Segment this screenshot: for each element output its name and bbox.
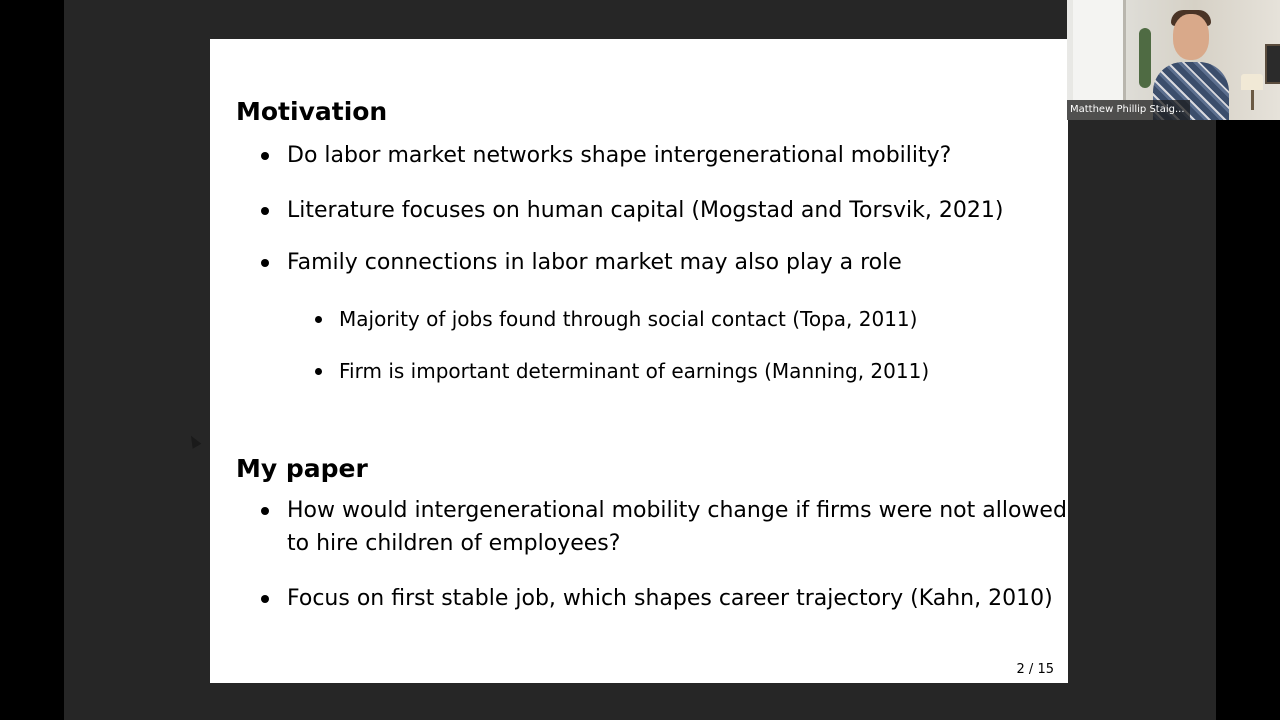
bullet-dot-icon	[261, 259, 269, 267]
sub-bullet-dot-icon	[315, 316, 322, 323]
lamp-icon	[1241, 74, 1263, 90]
participant-face	[1173, 14, 1209, 60]
participant-name-label: Matthew Phillip Staig...	[1067, 100, 1190, 120]
section-title-motivation: Motivation	[236, 97, 388, 126]
participant-video-tile[interactable]	[1067, 0, 1280, 120]
window-icon	[1073, 0, 1126, 100]
bullet-dot-icon	[261, 152, 269, 160]
plant-icon	[1139, 28, 1151, 88]
bullet-dot-icon	[261, 207, 269, 215]
presentation-slide	[210, 39, 1068, 683]
bullet-dot-icon	[261, 595, 269, 603]
bullet-text: Focus on first stable job, which shapes career trajectory (Kahn, 2010)	[287, 586, 1053, 611]
bullet-dot-icon	[261, 507, 269, 515]
sub-bullet-text: Majority of jobs found through social contact (Topa, 2011)	[339, 307, 918, 331]
bullet-text-line-2: to hire children of employees?	[287, 531, 621, 556]
sub-bullet-dot-icon	[315, 368, 322, 375]
bullet-text: Do labor market networks shape intergenerational mobility?	[287, 143, 952, 168]
slide-page-number: 2 / 15	[1016, 662, 1054, 677]
lamp-stand-icon	[1251, 90, 1254, 110]
bullet-text: Family connections in labor market may also play a role	[287, 250, 902, 275]
sub-bullet-text: Firm is important determinant of earnings (Manning, 2011)	[339, 359, 930, 383]
bullet-text: Literature focuses on human capital (Mogstad and Torsvik, 2021)	[287, 198, 1004, 223]
bullet-text-line-1: How would intergenerational mobility change if firms were not allowed	[287, 498, 1067, 523]
picture-frame-icon	[1265, 44, 1280, 84]
section-title-my-paper: My paper	[236, 454, 368, 483]
